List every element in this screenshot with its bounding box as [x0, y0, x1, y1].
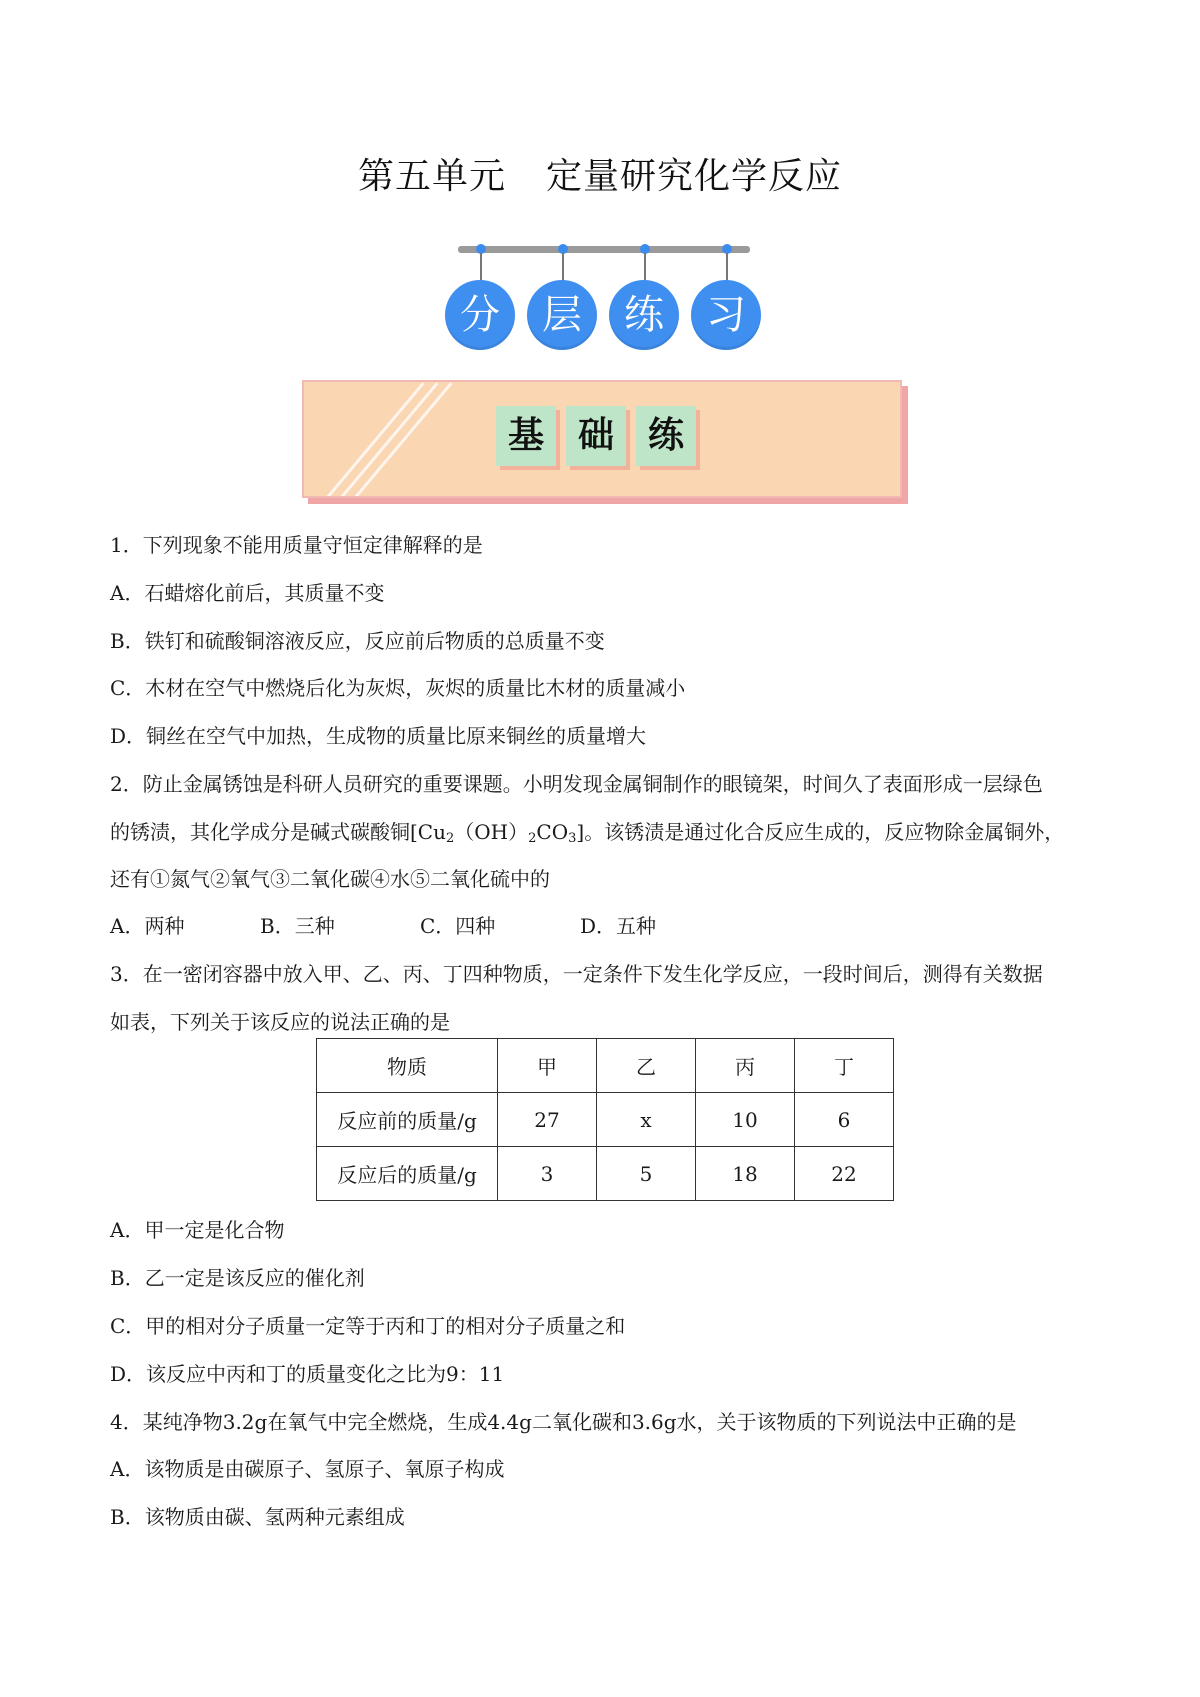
- q3-stem-line2: 如表，下列关于该反应的说法正确的是: [110, 1010, 450, 1034]
- q2-stem-line1: 2．防止金属锈蚀是科研人员研究的重要课题。小明发现金属铜制作的眼镜架，时间久了表面形成一层绿色: [110, 772, 1043, 796]
- q2-text: CO: [536, 820, 569, 844]
- q2-option-d: D．五种: [580, 914, 657, 938]
- q2-options: [110, 910, 656, 939]
- section-title-tiles: [496, 406, 696, 466]
- q2-subscript: 3: [568, 831, 577, 846]
- table-cell: 6: [795, 1093, 894, 1147]
- section-tile: 练: [636, 406, 696, 466]
- table-cell: 22: [795, 1147, 894, 1201]
- table-cell: 3: [498, 1147, 597, 1201]
- table-header-cell: 丙: [696, 1039, 795, 1093]
- q2-text: ]。该锈渍是通过化合反应生成的，反应物除金属铜外，: [576, 820, 1065, 844]
- q4-option-b: B．该物质由碳、氢两种元素组成: [110, 1505, 405, 1529]
- table-cell: 10: [696, 1093, 795, 1147]
- q2-option-b: B．三种: [260, 914, 335, 938]
- q2-subscript: 2: [528, 831, 537, 846]
- q1-option-d: D．铜丝在空气中加热，生成物的质量比原来铜丝的质量增大: [110, 724, 647, 748]
- section-tile: 础: [566, 406, 626, 466]
- q2-text: 的锈渍，其化学成分是碱式碳酸铜[Cu: [110, 820, 446, 844]
- banner-string: [480, 253, 482, 281]
- banner-circle: 练: [609, 280, 679, 350]
- table-cell: 18: [696, 1147, 795, 1201]
- table-header-row: [317, 1039, 894, 1093]
- table-header-cell: 甲: [498, 1039, 597, 1093]
- table-header-cell: 丁: [795, 1039, 894, 1093]
- layered-practice-banner: [458, 244, 750, 354]
- section-panel-basic: [302, 380, 902, 498]
- q2-stem-line3: 还有①氮气②氧气③二氧化碳④水⑤二氧化硫中的: [110, 867, 550, 891]
- q3-data-table: [316, 1038, 894, 1201]
- table-cell: 5: [597, 1147, 696, 1201]
- banner-circle: 分: [445, 280, 515, 350]
- q4-option-a: A．该物质是由碳原子、氢原子、氧原子构成: [110, 1457, 505, 1481]
- table-header-cell: 乙: [597, 1039, 696, 1093]
- table-header-cell: 物质: [317, 1039, 498, 1093]
- q1-option-b: B．铁钉和硫酸铜溶液反应，反应前后物质的总质量不变: [110, 629, 605, 653]
- panel-stripe: [307, 382, 425, 498]
- banner-rod: [458, 246, 750, 253]
- q2-option-a: A．两种: [110, 914, 185, 938]
- section-panel-shadow: [308, 498, 906, 504]
- q1-stem: 1．下列现象不能用质量守恒定律解释的是: [110, 533, 483, 557]
- q3-option-c: C．甲的相对分子质量一定等于丙和丁的相对分子质量之和: [110, 1314, 626, 1338]
- q3-option-a: A．甲一定是化合物: [110, 1218, 285, 1242]
- q3-option-d: D．该反应中丙和丁的质量变化之比为9：11: [110, 1362, 505, 1386]
- q1-option-c: C．木材在空气中燃烧后化为灰烬，灰烬的质量比木材的质量减小: [110, 676, 686, 700]
- banner-string: [562, 253, 564, 281]
- q1-option-a: A．石蜡熔化前后，其质量不变: [110, 581, 385, 605]
- section-tile: 基: [496, 406, 556, 466]
- title-unit: 第五单元: [357, 156, 506, 197]
- q2-option-c: C．四种: [420, 914, 496, 938]
- page-title: [0, 148, 1200, 199]
- banner-string: [644, 253, 646, 281]
- table-cell: 27: [498, 1093, 597, 1147]
- section-panel-shadow: [902, 386, 908, 504]
- table-cell: 反应前的质量/g: [317, 1093, 498, 1147]
- banner-circle: 层: [527, 280, 597, 350]
- q2-text: （OH）: [454, 820, 529, 844]
- table-row: [317, 1093, 894, 1147]
- q3-option-b: B．乙一定是该反应的催化剂: [110, 1266, 365, 1290]
- q3-stem-line1: 3．在一密闭容器中放入甲、乙、丙、丁四种物质，一定条件下发生化学反应，一段时间后，测得有关数据: [110, 962, 1043, 986]
- q4-stem: 4．某纯净物3.2g在氧气中完全燃烧，生成4.4g二氧化碳和3.6g水，关于该物质的下列说法中正确的是: [110, 1410, 1017, 1434]
- banner-circle: 习: [691, 280, 761, 350]
- table-row: [317, 1147, 894, 1201]
- table-cell: 反应后的质量/g: [317, 1147, 498, 1201]
- table-cell: x: [597, 1093, 696, 1147]
- q2-stem-line2: [110, 816, 1064, 846]
- q2-subscript: 2: [446, 831, 455, 846]
- banner-string: [726, 253, 728, 281]
- title-topic: 定量研究化学反应: [546, 156, 843, 197]
